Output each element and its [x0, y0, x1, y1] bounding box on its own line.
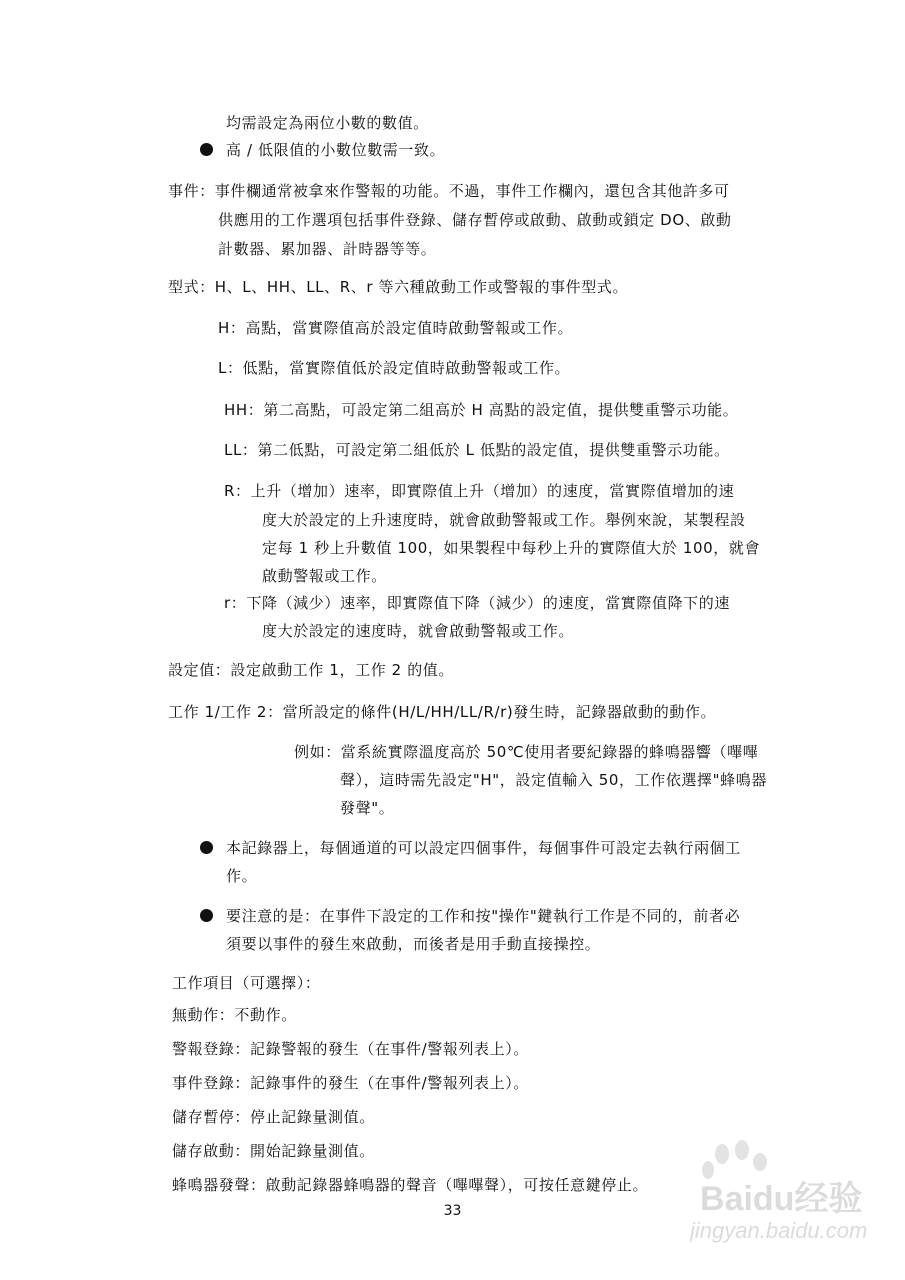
- work-definition: 工作 1/工作 2：當所設定的條件(H/L/HH/LL/R/r)發生時，記錄器啟動的動作。: [168, 703, 717, 721]
- bullet-events-note: 本記錄器上，每個通道的可以設定四個事件，每個事件可設定去執行兩個工: [226, 839, 741, 857]
- intro-line: 均需設定為兩位小數的數值。: [226, 114, 429, 132]
- work-items-heading: 工作項目（可選擇）：: [172, 974, 321, 992]
- type-ll: LL：第二低點，可設定第二組低於 L 低點的設定值，提供雙重警示功能。: [224, 441, 730, 459]
- type-h: H：高點，當實際值高於設定值時啟動警報或工作。: [218, 319, 574, 337]
- work-item: 事件登錄：記錄事件的發生（在事件/警報列表上）。: [172, 1074, 529, 1092]
- bullet-operation-note: 須要以事件的發生來啟動，而後者是用手動直接操控。: [226, 935, 601, 953]
- event-definition-line: 計數器、累加器、計時器等等。: [218, 240, 437, 258]
- bullet-dot: [200, 143, 213, 156]
- baidu-watermark: [690, 1138, 890, 1248]
- work-item: 儲存暫停：停止記錄量測值。: [172, 1108, 375, 1126]
- bullet-decimal-note: 高 / 低限值的小數位數需一致。: [226, 141, 446, 159]
- work-example: 例如：當系統實際溫度高於 50℃使用者要紀錄器的蜂鳴器響（嗶嗶: [294, 743, 759, 761]
- event-definition-line: 事件：事件欄通常被拿來作警報的功能。不過，事件工作欄內，還包含其他許多可: [168, 182, 730, 200]
- work-item: 警報登錄：記錄警報的發生（在事件/警報列表上）。: [172, 1040, 529, 1058]
- type-r-upper: R：上升（增加）速率，即實際值上升（增加）的速度，當實際值增加的速: [224, 482, 735, 500]
- event-definition-line: 供應用的工作選項包括事件登錄、儲存暫停或啟動、啟動或鎖定 DO、啟動: [218, 211, 732, 229]
- bullet-dot: [200, 909, 213, 922]
- type-r-upper: 啟動警報或工作。: [262, 567, 387, 585]
- type-l: L：低點，當實際值低於設定值時啟動警報或工作。: [218, 359, 571, 377]
- type-hh: HH：第二高點，可設定第二組高於 H 高點的設定值，提供雙重警示功能。: [224, 401, 739, 419]
- watermark-url: jingyan.baidu.com: [690, 1218, 868, 1243]
- watermark-brand: Baidu经验: [700, 1180, 863, 1218]
- type-r-lower: 度大於設定的速度時，就會啟動警報或工作。: [262, 622, 575, 640]
- type-r-lower: r：下降（減少）速率，即實際值下降（減少）的速度，當實際值降下的速: [224, 594, 730, 612]
- type-definition: 型式：H、L、HH、LL、R、r 等六種啟動工作或警報的事件型式。: [168, 278, 629, 296]
- bullet-operation-note: 要注意的是：在事件下設定的工作和按"操作"鍵執行工作是不同的，前者必: [226, 907, 741, 925]
- work-item: 無動作：不動作。: [172, 1006, 297, 1024]
- setpoint-definition: 設定值：設定啟動工作 1，工作 2 的值。: [168, 661, 454, 679]
- type-r-upper: 定每 1 秒上升數值 100，如果製程中每秒上升的實際值大於 100，就會: [262, 539, 761, 557]
- bullet-dot: [200, 841, 213, 854]
- type-r-upper: 度大於設定的上升速度時，就會啟動警報或工作。舉例來說，某製程設: [262, 511, 746, 529]
- work-item: 儲存啟動：開始記錄量測值。: [172, 1142, 375, 1160]
- page-number: 33: [443, 1203, 462, 1219]
- work-example: 發聲"。: [340, 799, 395, 817]
- paw-icon: [702, 1140, 767, 1179]
- work-example: 聲），這時需先設定"H"，設定值輸入 50，工作依選擇"蜂鳴器: [340, 771, 767, 789]
- bullet-events-note: 作。: [226, 867, 258, 885]
- work-item: 蜂鳴器發聲：啟動記錄器蜂鳴器的聲音（嗶嗶聲），可按任意鍵停止。: [172, 1176, 649, 1194]
